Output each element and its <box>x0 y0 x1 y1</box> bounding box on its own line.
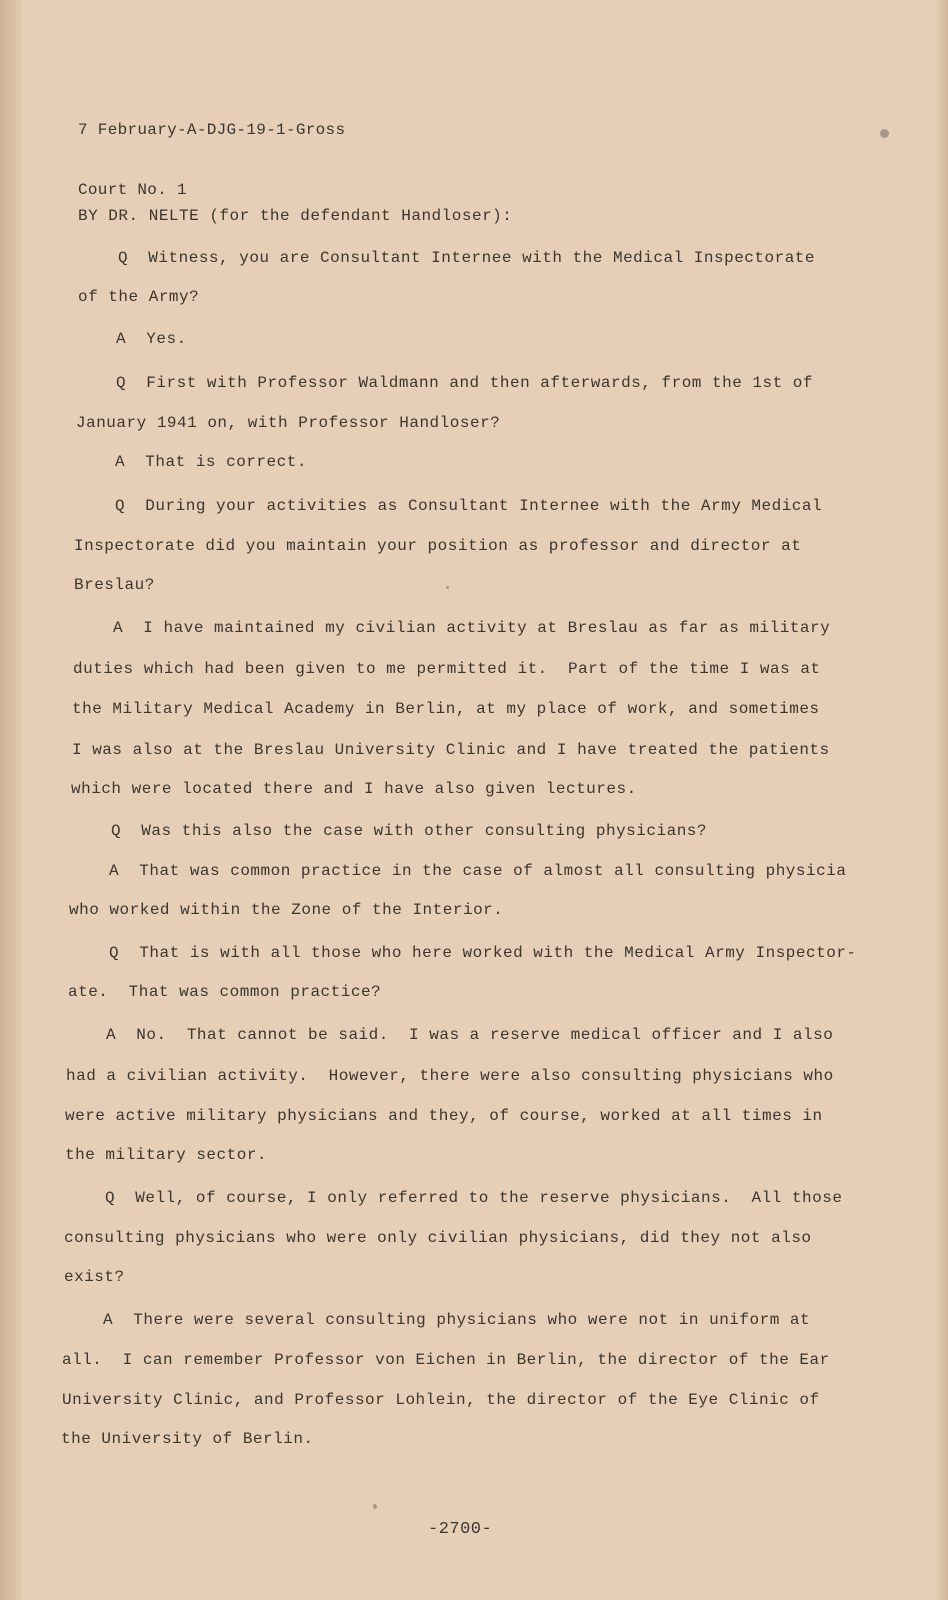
transcript-line: A That was common practice in the case of almost all consulting physicia <box>109 862 847 880</box>
transcript-line: the Military Medical Academy in Berlin, at my place of work, and sometimes <box>72 700 820 718</box>
paper-speck <box>446 586 449 589</box>
transcript-line: University Clinic, and Professor Lohlein, the director of the Eye Clinic of <box>62 1391 820 1409</box>
transcript-line: A That is correct. <box>115 453 307 471</box>
transcript-line: Q Was this also the case with other consulting physicians? <box>111 822 707 840</box>
transcript-line: Inspectorate did you maintain your position as professor and director at <box>74 537 802 555</box>
transcript-line: who worked within the Zone of the Interior. <box>69 901 504 919</box>
transcript-line: Q Witness, you are Consultant Internee with the Medical Inspectorate <box>118 249 816 267</box>
transcript-line: A Yes. <box>116 330 187 348</box>
transcript-line: had a civilian activity. However, there were also consulting physicians who <box>66 1067 834 1085</box>
transcript-line: were active military physicians and they, of course, worked at all times in <box>65 1107 823 1125</box>
transcript-line: Breslau? <box>74 576 155 594</box>
transcript-line: I was also at the Breslau University Clinic and I have treated the patients <box>72 741 830 759</box>
transcript-line: the University of Berlin. <box>61 1430 314 1448</box>
transcript-line: consulting physicians who were only civilian physicians, did they not also <box>64 1229 812 1247</box>
paper-speck <box>373 1504 377 1509</box>
transcript-line: of the Army? <box>78 288 200 306</box>
header-session-line: 7 February-A-DJG-19-1-Gross <box>78 121 346 139</box>
transcript-line: the military sector. <box>65 1146 268 1164</box>
transcript-line: A I have maintained my civilian activity at Breslau as far as military <box>113 619 831 637</box>
paper-speck <box>880 129 889 138</box>
transcript-line: exist? <box>64 1268 125 1286</box>
page-edge-left <box>0 0 22 1600</box>
transcript-line: all. I can remember Professor von Eichen in Berlin, the director of the Ear <box>62 1351 830 1369</box>
transcript-line: A There were several consulting physicians who were not in uniform at <box>103 1311 811 1329</box>
page-number: -2700- <box>428 1520 493 1539</box>
transcript-line: Q That is with all those who here worked with the Medical Army Inspector- <box>109 944 857 962</box>
examination-heading: BY DR. NELTE (for the defendant Handloser): <box>78 207 513 225</box>
transcript-line: A No. That cannot be said. I was a reserve medical officer and I also <box>106 1026 834 1044</box>
transcript-line: January 1941 on, with Professor Handloser? <box>76 414 501 432</box>
transcript-line: which were located there and I have also given lectures. <box>71 780 637 798</box>
transcript-line: Q During your activities as Consultant Internee with the Army Medical <box>115 497 823 515</box>
transcript-line: duties which had been given to me permitted it. Part of the time I was at <box>73 660 821 678</box>
transcript-line: Q Well, of course, I only referred to the reserve physicians. All those <box>105 1189 843 1207</box>
transcript-line: Q First with Professor Waldmann and then afterwards, from the 1st of <box>116 374 814 392</box>
page-edge-right <box>934 0 948 1600</box>
transcript-line: ate. That was common practice? <box>68 983 382 1001</box>
header-court-line: Court No. 1 <box>78 181 187 199</box>
